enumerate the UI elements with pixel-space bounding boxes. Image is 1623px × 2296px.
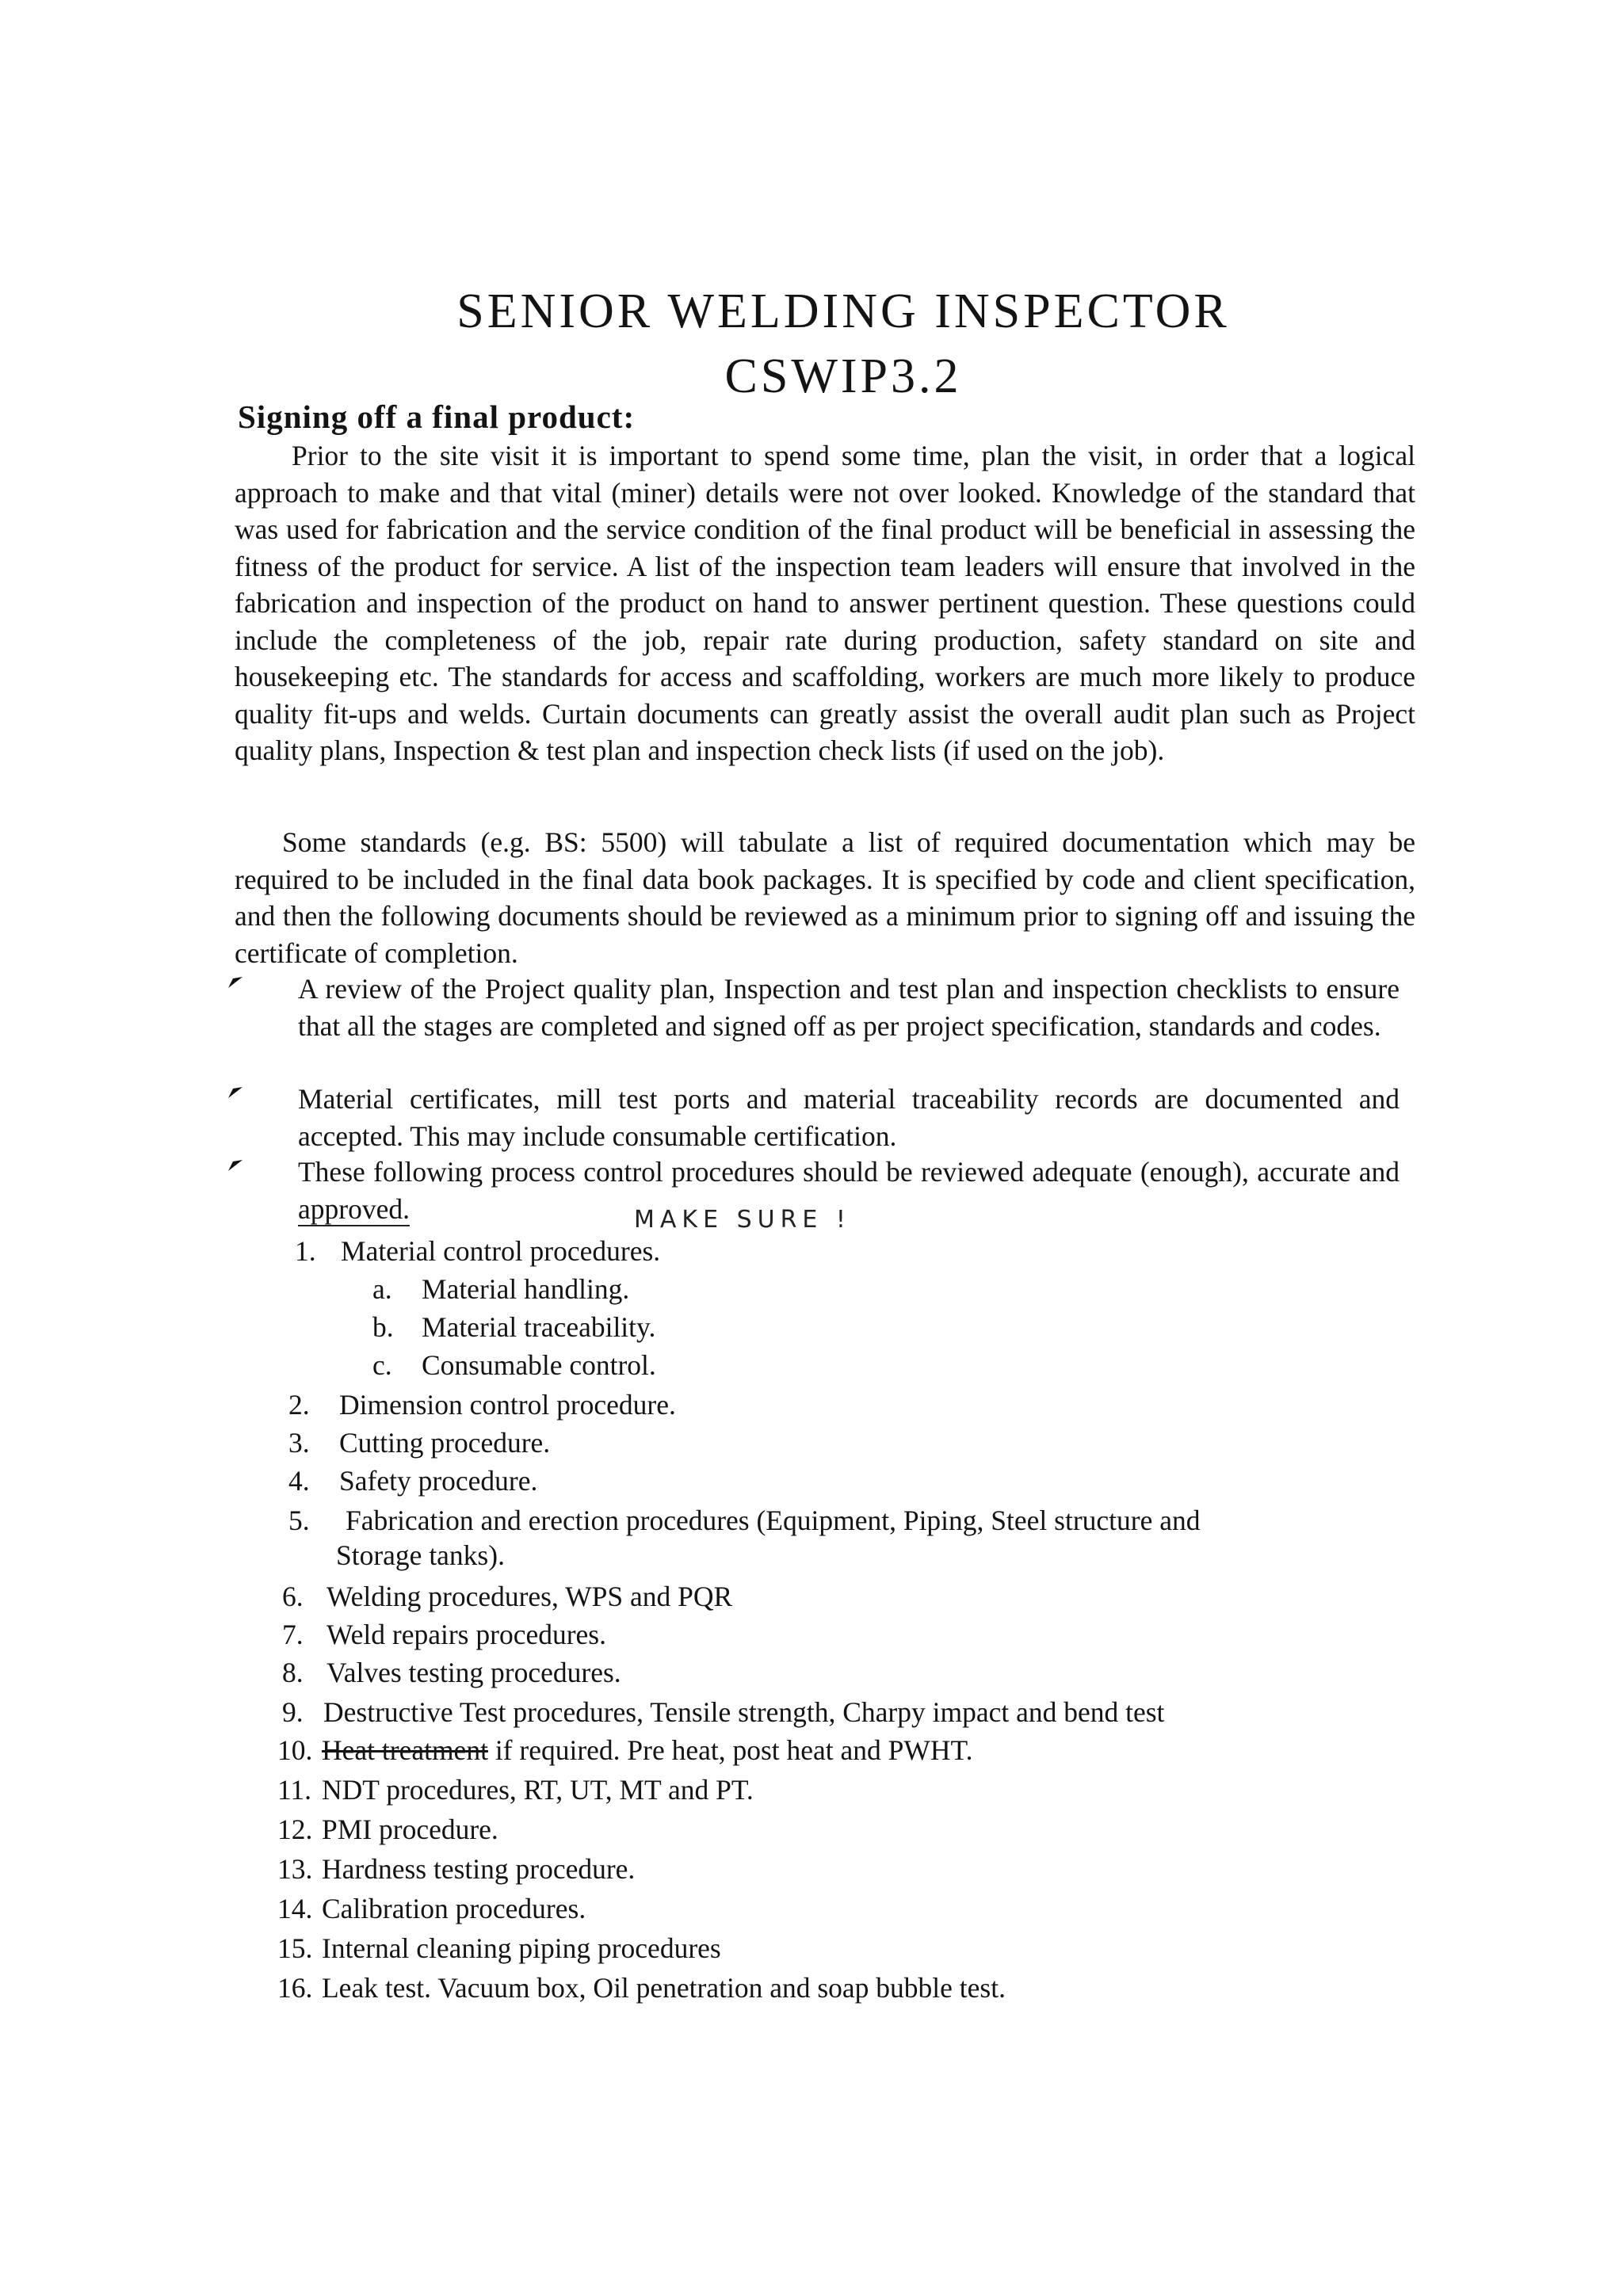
struck-text: Heat treatment bbox=[322, 1734, 488, 1766]
bullet-item bbox=[227, 971, 1415, 1044]
list-item: 11. NDT procedures, RT, UT, MT and PT. bbox=[277, 1774, 754, 1806]
list-item: 16. Leak test. Vacuum box, Oil penetration and soap bubble test. bbox=[277, 1972, 1006, 2004]
arrow-bullet-icon bbox=[227, 974, 246, 990]
list-item: Storage tanks). bbox=[336, 1539, 505, 1571]
list-item: 10. Heat treatment if required. Pre heat, post heat and PWHT. bbox=[277, 1734, 973, 1766]
paragraph-standards: Some standards (e.g. BS: 5500) will tabulate a list of required documentation which may be required to be included in the final data book packages. It is specified by code and client specification, and then the following documents should be reviewed as a minimum prior to signing off and issuing the certificate of completion. bbox=[235, 826, 1415, 969]
list-item: 14. Calibration procedures. bbox=[277, 1893, 586, 1924]
document-subtitle: CSWIP3.2 bbox=[724, 349, 962, 403]
list-item: 15. Internal cleaning piping procedures bbox=[277, 1932, 721, 1964]
bullet-item bbox=[227, 1081, 1415, 1154]
list-item: 12. PMI procedure. bbox=[277, 1814, 498, 1845]
list-item: 9. Destructive Test procedures, Tensile strength, Charpy impact and bend test bbox=[282, 1696, 1165, 1728]
list-item: 7. Weld repairs procedures. bbox=[282, 1619, 606, 1650]
list-item: 2. Dimension control procedure. bbox=[288, 1389, 676, 1421]
list-item: 5. Fabrication and erection procedures (Equipment, Piping, Steel structure and bbox=[288, 1505, 1201, 1536]
list-item: 13. Hardness testing procedure. bbox=[277, 1853, 636, 1885]
underlined-word: approved. bbox=[298, 1192, 410, 1225]
bullet-text: Material certificates, mill test ports and material traceability records are documented and accepted. This may include consumable certification. bbox=[298, 1083, 1400, 1152]
list-item: 6. Welding procedures, WPS and PQR bbox=[282, 1581, 733, 1612]
list-item: 4. Safety procedure. bbox=[288, 1465, 538, 1497]
arrow-bullet-icon bbox=[227, 1084, 246, 1100]
paragraph-intro: Prior to the site visit it is important to spend some time, plan the visit, in order that a logical approach to make and that vital (miner) details were not over looked. Knowledge of the standard that was used for fabrication and the service condition of the final product will be beneficial in assessing the fitness of the product for service. A list of the inspection team leaders will ensure that involved in the fabrication and inspection of the product on hand to answer pertinent question. These questions could include the completeness of the job, repair rate during production, safety standard on site and housekeeping etc. The standards for access and scaffolding, workers are much more likely to produce quality fit-ups and welds. Curtain documents can greatly assist the overall audit plan such as Project quality plans, Inspection & test plan and inspection check lists (if used on the job). bbox=[235, 440, 1415, 766]
bullet-text-main: These following process control procedures should be reviewed adequate (enough), accurate and bbox=[298, 1156, 1400, 1188]
list-item: 8. Valves testing procedures. bbox=[282, 1657, 621, 1688]
list-item: b. Material traceability. bbox=[372, 1311, 656, 1343]
list-item: 1. Material control procedures. bbox=[295, 1235, 661, 1267]
list-item: 3. Cutting procedure. bbox=[288, 1427, 551, 1459]
document-title: SENIOR WELDING INSPECTOR bbox=[456, 284, 1230, 338]
handwritten-note: MAKE SURE ! bbox=[634, 1206, 851, 1234]
arrow-bullet-icon bbox=[227, 1157, 246, 1173]
section-heading: Signing off a final product: bbox=[238, 399, 636, 435]
list-item: a. Material handling. bbox=[372, 1273, 630, 1305]
list-item: c. Consumable control. bbox=[372, 1349, 656, 1381]
bullet-text: A review of the Project quality plan, Inspection and test plan and inspection checklists to ensure that all the stages are completed and signed off as per project specification, standards and codes. bbox=[298, 973, 1400, 1042]
